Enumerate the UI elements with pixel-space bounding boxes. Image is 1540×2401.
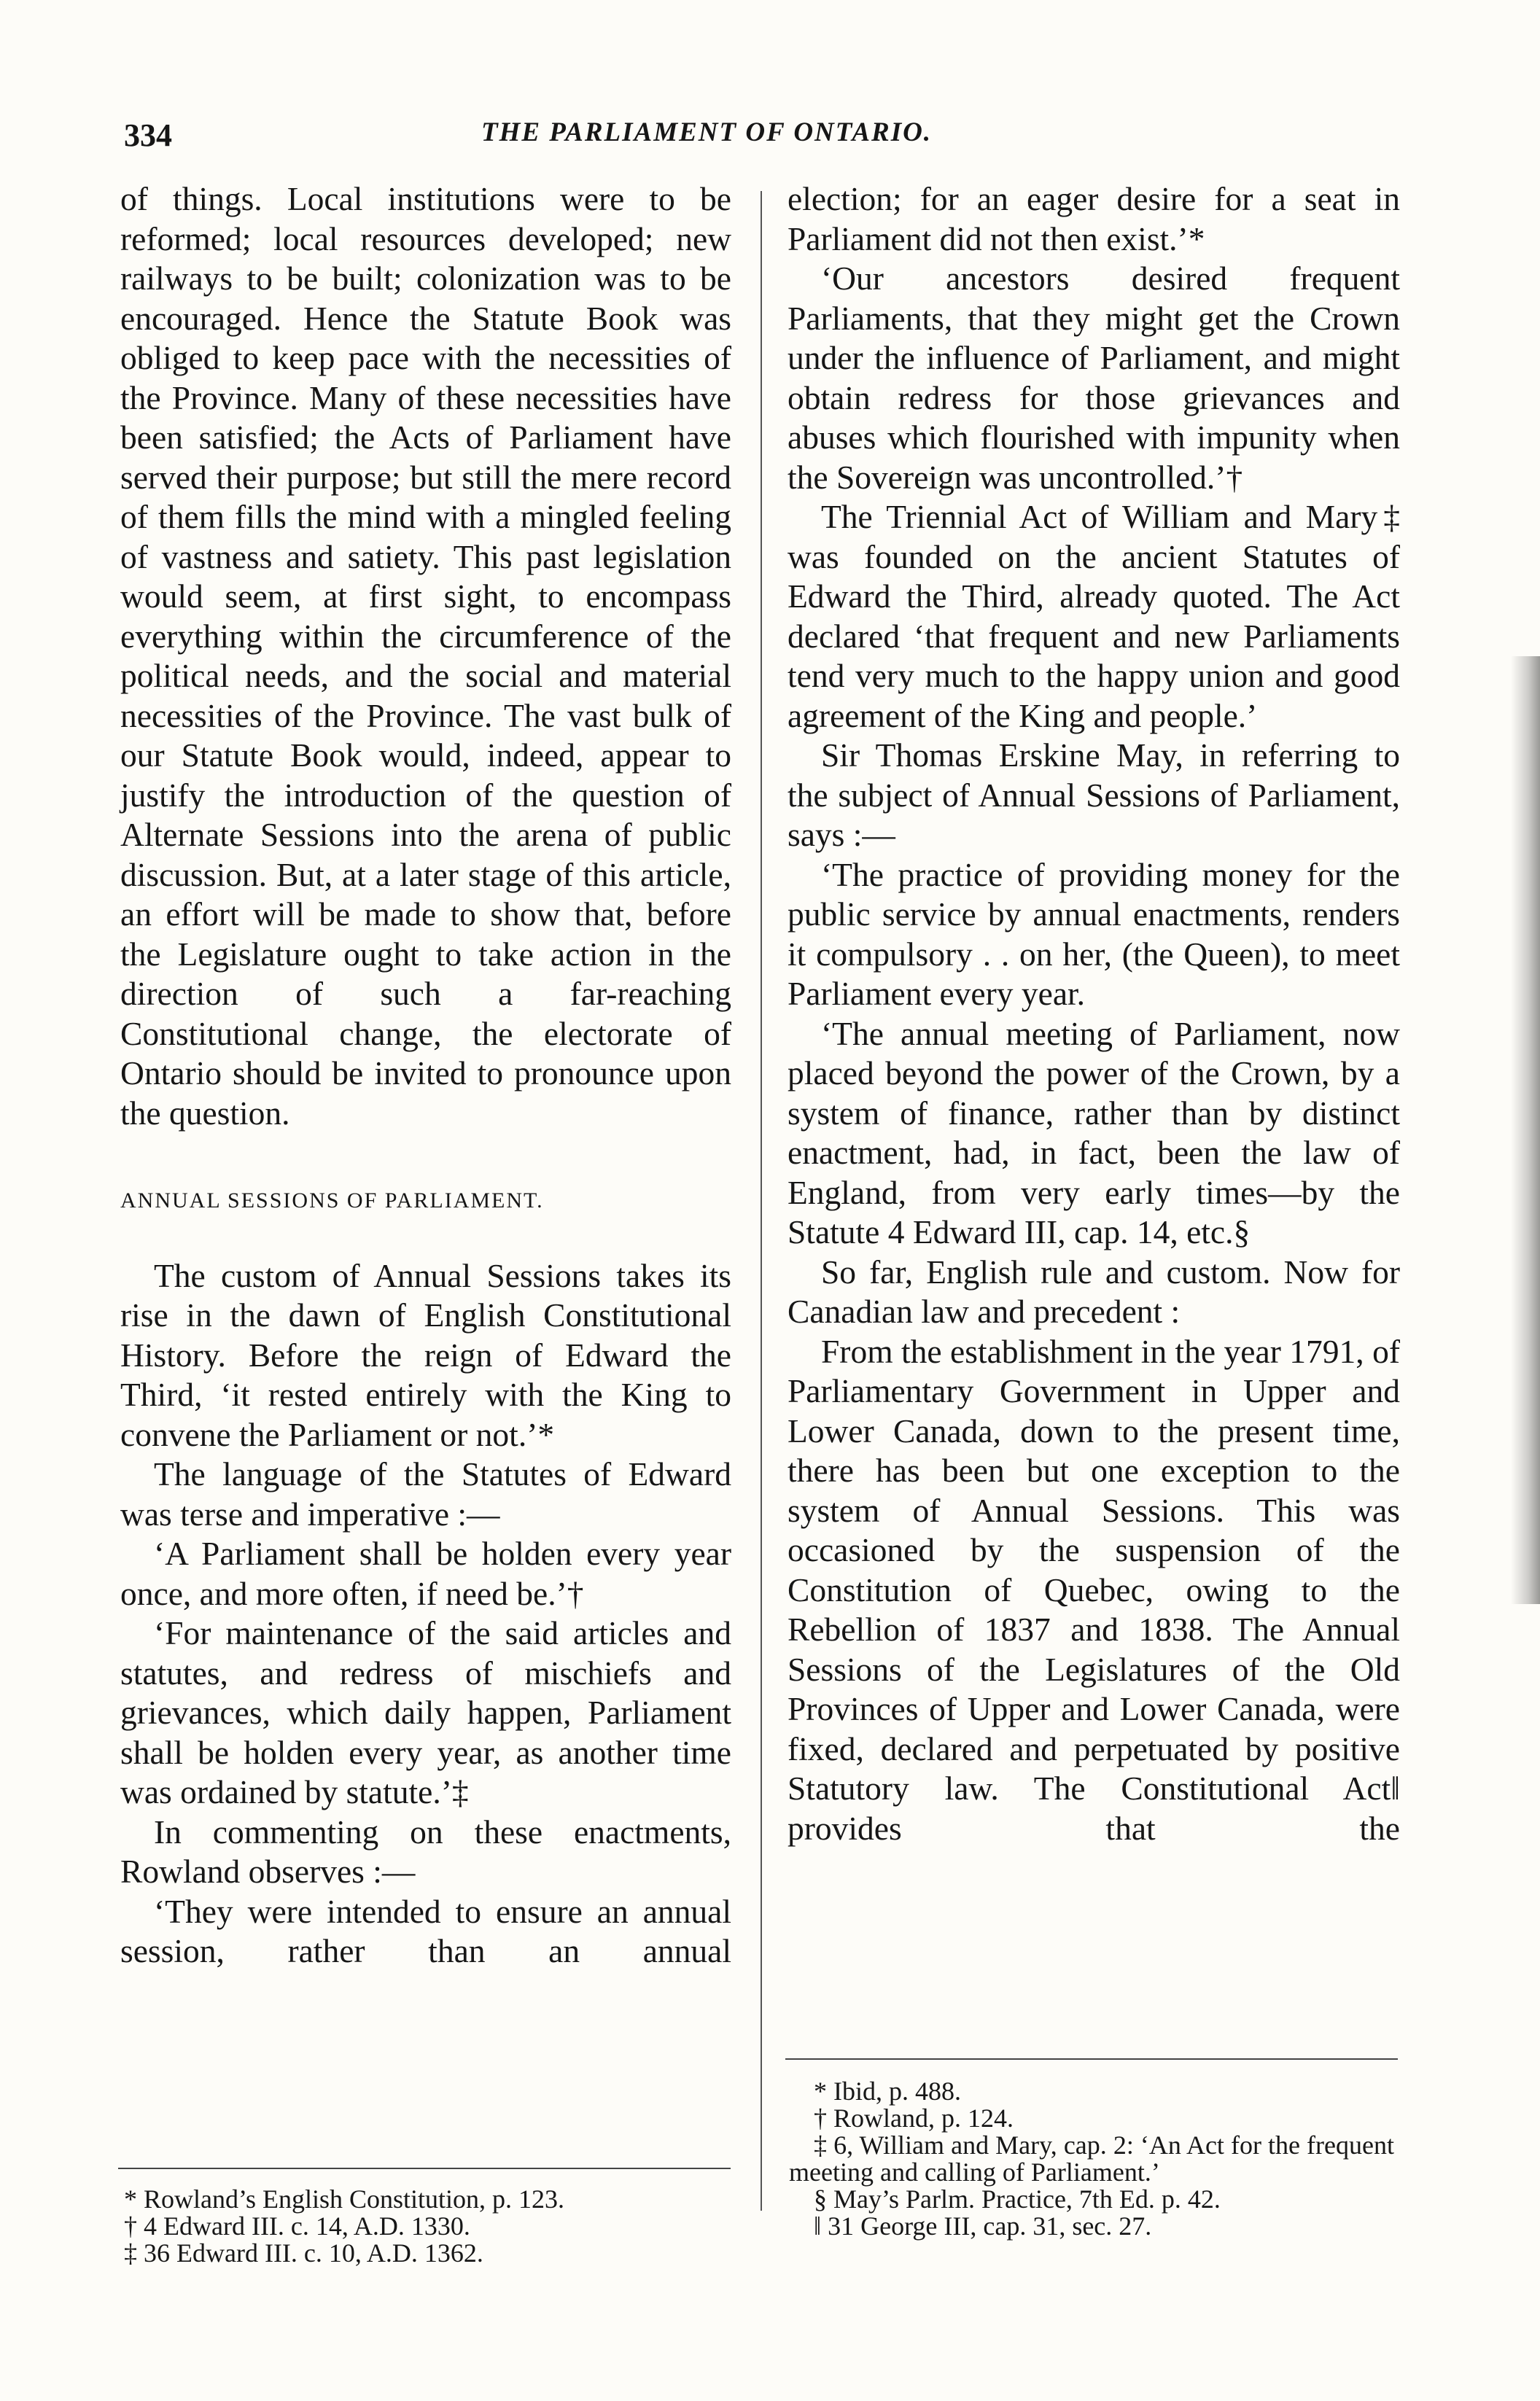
paragraph-commenting: In commenting on these enactments, Rowland observes :—	[120, 1813, 731, 1890]
section-heading: ANNUAL SESSIONS OF PARLIAMENT.	[120, 1188, 544, 1213]
column-divider	[761, 191, 762, 2211]
paragraph-so-far: So far, English rule and custom. Now for Canadian law and precedent :	[788, 1253, 1400, 1330]
footnote: ‡ 6, William and Mary, cap. 2: ‘An Act for the frequent meeting and calling of Parliament.’	[789, 2130, 1394, 2187]
footnotes-left	[124, 2186, 729, 2267]
paragraph-custom: The custom of Annual Sessions takes its rise in the dawn of English Constitutional History. Before the reign of Edward the Third, ‘it rested entirely with the King to convene the Parliament or not.’*	[120, 1256, 731, 1453]
footnotes-right	[789, 2078, 1394, 2240]
footnote: † Rowland, p. 124.	[814, 2104, 1014, 2133]
footnote-rule-left	[118, 2168, 731, 2169]
intro-paragraph: of things. Local institutions were to be reformed; local resources developed; new railways to be built; colonization was to be encouraged. Hence the Statute Book was obliged to keep pace with the necessities of the Province. Many of these necessities have been satisfied; the Acts of Parliament have served their purpose; but still the mere record of them fills the mind with a mingled feeling of vastness and satiety. This past legislation would seem, at first sight, to encompass everything within the circumference of the political needs, and the social and material necessities of the Province. The vast bulk of our Statute Book would, indeed, appear to justify the introduction of the question of Alternate Sessions into the arena of public discussion. But, at a later stage of this article, an effort will be made to show that, before the Legislature ought to take action in the direction of such a far-reaching Constitutional change, the electorate of Ontario should be invited to pronounce upon the question.	[120, 180, 731, 1132]
paragraph-triennial: The Triennial Act of William and Mary‡ was founded on the ancient Statutes of Edward the Third, already quoted. The Act declared ‘that frequent and new Parliaments tend very much to the happy union and good agreement of the King and people.’	[788, 498, 1400, 734]
quote-annual-meeting: ‘The annual meeting of Parliament, now placed beyond the power of the Crown, by a system of finance, rather than by distinct enactment, had, in fact, been the law of England, from very early times—by the Statute 4 Edward III, cap. 14, etc.§	[788, 1014, 1400, 1250]
footnote: § May’s Parlm. Practice, 7th Ed. p. 42.	[814, 2184, 1221, 2214]
footnote: † 4 Edward III. c. 14, A.D. 1330.	[124, 2211, 470, 2241]
page-edge-shadow	[1511, 656, 1540, 1604]
page-number: 334	[124, 117, 172, 153]
left-column	[120, 179, 731, 1972]
footnote: ‖ 31 George III, cap. 31, sec. 27.	[814, 2211, 1152, 2241]
quote-maintenance: ‘For maintenance of the said articles and statutes, and redress of mischiefs and grievances, which daily happen, Parliament shall be holden every year, as another time was ordained by statute.’‡	[120, 1614, 731, 1810]
footnote: ‡ 36 Edward III. c. 10, A.D. 1362.	[124, 2238, 483, 2268]
right-column	[788, 179, 1400, 1848]
footnote: * Rowland’s English Constitution, p. 123.	[124, 2184, 565, 2214]
paragraph-language: The language of the Statutes of Edward was terse and imperative :—	[120, 1455, 731, 1533]
quote-parliament: ‘A Parliament shall be holden every year once, and more often, if need be.’†	[120, 1535, 731, 1612]
quote-rowland: ‘They were intended to ensure an annual session, rather than an annual	[120, 1892, 731, 1969]
footnote-rule-right	[785, 2058, 1398, 2060]
running-head: THE PARLIAMENT OF ONTARIO.	[481, 117, 933, 147]
quote-practice: ‘The practice of providing money for the public service by annual enactments, renders it compulsory . . on her, (the Queen), to meet Parliament every year.	[788, 855, 1400, 1012]
paragraph-may: Sir Thomas Erskine May, in referring to the subject of Annual Sessions of Parliament, says :—	[788, 736, 1400, 853]
continued-paragraph: election; for an eager desire for a seat in Parliament did not then exist.’*	[788, 180, 1400, 257]
footnote: * Ibid, p. 488.	[814, 2077, 961, 2106]
paragraph-from: From the establishment in the year 1791, of Parliamentary Government in Upper and Lower Canada, down to the present time, there has been but one exception to the system of Annual Sessions. This was occasioned by the suspension of the Constitution of Quebec, owing to the Rebellion of 1837 and 1838. The Annual Sessions of the Legislatures of the Old Provinces of Upper and Lower Canada, were fixed, declared and perpetuated by positive Statutory law. The Constitutional Act‖ provides that the	[788, 1332, 1400, 1847]
quote-ancestors: ‘Our ancestors desired frequent Parliaments, that they might get the Crown under the influence of Parliament, and might obtain redress for those grievances and abuses which flourished with impunity when the Sovereign was uncontrolled.’†	[788, 260, 1400, 496]
